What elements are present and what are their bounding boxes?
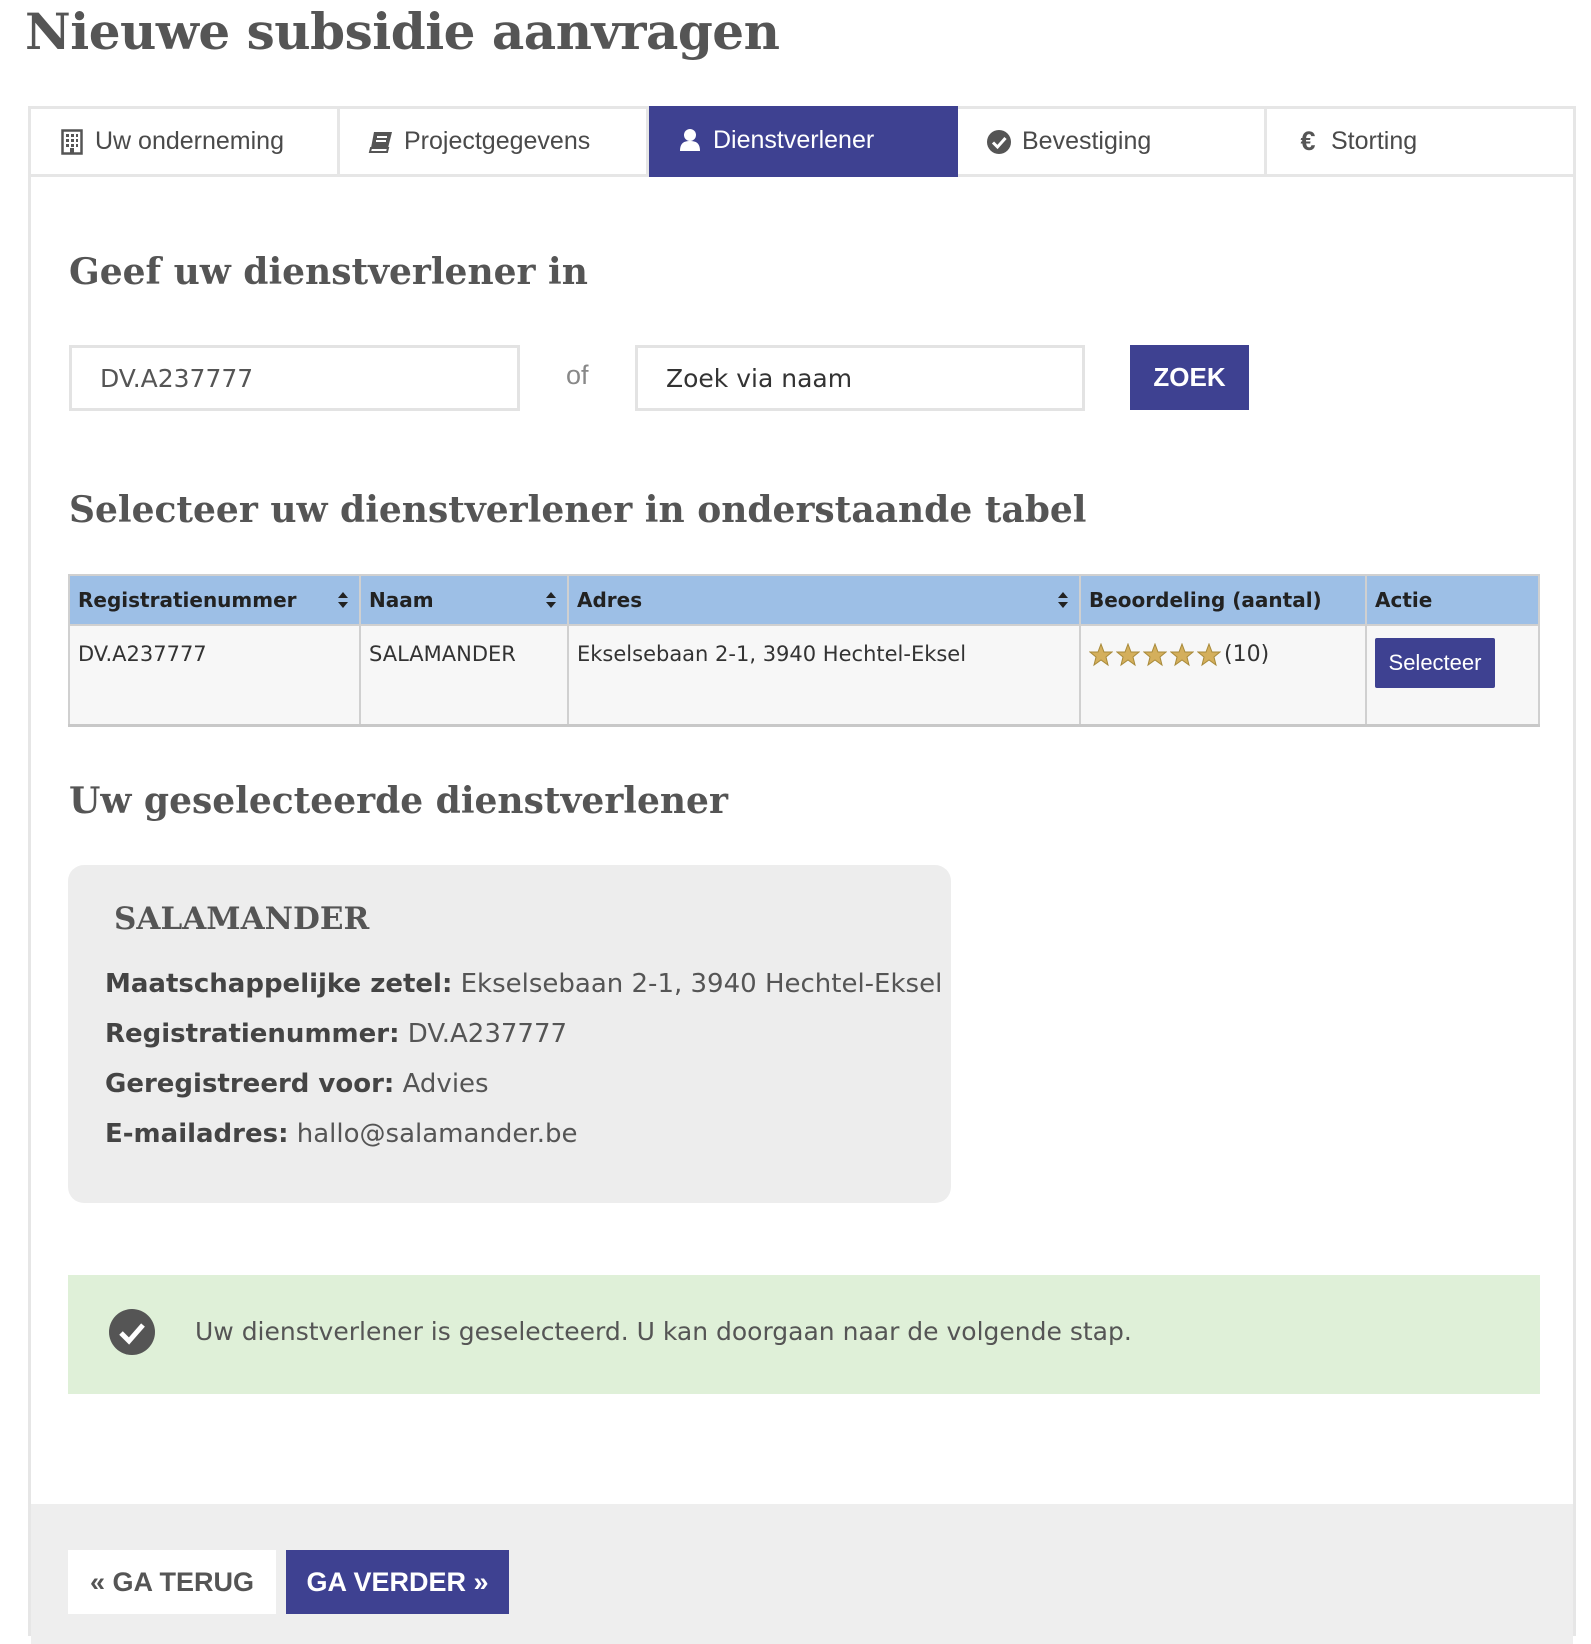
cell-name: SALAMANDER: [360, 625, 568, 726]
page-title: Nieuwe subsidie aanvragen: [25, 2, 780, 61]
sort-icon: [545, 590, 557, 610]
sort-icon: [1057, 590, 1069, 610]
chevrons-right-icon: »: [473, 1566, 489, 1597]
table-header-row: [69, 575, 1539, 625]
rating-stars: [1089, 642, 1269, 667]
provider-field: [105, 1119, 577, 1149]
wizard-panel: [28, 106, 1576, 1636]
check-circle-icon: [986, 129, 1012, 155]
check-circle-icon: [108, 1308, 156, 1356]
star-icon: [1197, 643, 1221, 667]
euro-icon: €: [1300, 126, 1316, 156]
selected-heading: Uw geselecteerde dienstverlener: [69, 780, 728, 822]
selected-provider-card: [68, 865, 951, 1203]
success-alert: [68, 1275, 1540, 1394]
tab-uw-onderneming[interactable]: [31, 109, 340, 177]
cell-rating: [1080, 625, 1366, 726]
provider-field: [105, 1019, 567, 1049]
rating-count: (10): [1224, 642, 1270, 667]
field-value: Advies: [402, 1069, 489, 1099]
tab-label: Bevestiging: [1022, 127, 1152, 155]
field-label: Geregistreerd voor:: [105, 1069, 395, 1099]
field-label: E-mailadres:: [105, 1119, 289, 1149]
book-icon: [368, 129, 394, 155]
field-label: Registratienummer:: [105, 1019, 400, 1049]
sort-icon: [337, 590, 349, 610]
results-table: [68, 574, 1540, 727]
table-row: [69, 625, 1539, 726]
col-registratienummer[interactable]: Registratienummer: [69, 575, 360, 625]
star-icon: [1170, 643, 1194, 667]
field-value: Ekselsebaan 2-1, 3940 Hechtel-Eksel: [460, 969, 943, 999]
tab-dienstverlener[interactable]: [649, 106, 958, 177]
tab-label: Projectgegevens: [404, 127, 591, 155]
next-button[interactable]: GA VERDER »: [286, 1550, 509, 1614]
tab-bevestiging[interactable]: [958, 109, 1267, 177]
wizard-footer: [31, 1504, 1573, 1644]
field-label: Maatschappelijke zetel:: [105, 969, 453, 999]
star-icon: [1089, 643, 1113, 667]
cell-action: [1366, 625, 1539, 726]
cell-address: Ekselsebaan 2-1, 3940 Hechtel-Eksel: [568, 625, 1080, 726]
table-heading: Selecteer uw dienstverlener in onderstaande tabel: [69, 489, 1087, 531]
alert-message: Uw dienstverlener is geselecteerd. U kan doorgaan naar de volgende stap.: [195, 1317, 1132, 1346]
user-icon: [677, 127, 703, 153]
or-label: of: [566, 360, 589, 390]
provider-field: [105, 1069, 489, 1099]
tab-label: Storting: [1331, 127, 1418, 155]
col-actie: Actie: [1366, 575, 1539, 625]
back-button[interactable]: « GA TERUG: [68, 1550, 276, 1614]
cell-registration: DV.A237777: [69, 625, 360, 726]
select-button[interactable]: Selecteer: [1375, 638, 1495, 688]
tab-label: Uw onderneming: [95, 127, 284, 155]
field-value: DV.A237777: [407, 1019, 568, 1049]
tab-label: Dienstverlener: [713, 125, 875, 154]
name-search-input[interactable]: [635, 345, 1085, 411]
search-button[interactable]: ZOEK: [1130, 345, 1249, 410]
chevrons-left-icon: «: [89, 1566, 105, 1597]
col-naam[interactable]: Naam: [360, 575, 568, 625]
star-icon: [1116, 643, 1140, 667]
building-icon: [59, 129, 85, 155]
field-value: hallo@salamander.be: [296, 1119, 578, 1149]
tab-projectgegevens[interactable]: [340, 109, 649, 177]
provider-name: SALAMANDER: [114, 901, 370, 937]
wizard-steps: [31, 109, 1573, 177]
search-heading: Geef uw dienstverlener in: [69, 251, 588, 293]
provider-field: [105, 969, 942, 999]
tab-storting[interactable]: [1267, 109, 1573, 177]
col-adres[interactable]: Adres: [568, 575, 1080, 625]
star-icon: [1143, 643, 1167, 667]
col-beoordeling: Beoordeling (aantal): [1080, 575, 1366, 625]
registration-input[interactable]: [69, 345, 520, 411]
